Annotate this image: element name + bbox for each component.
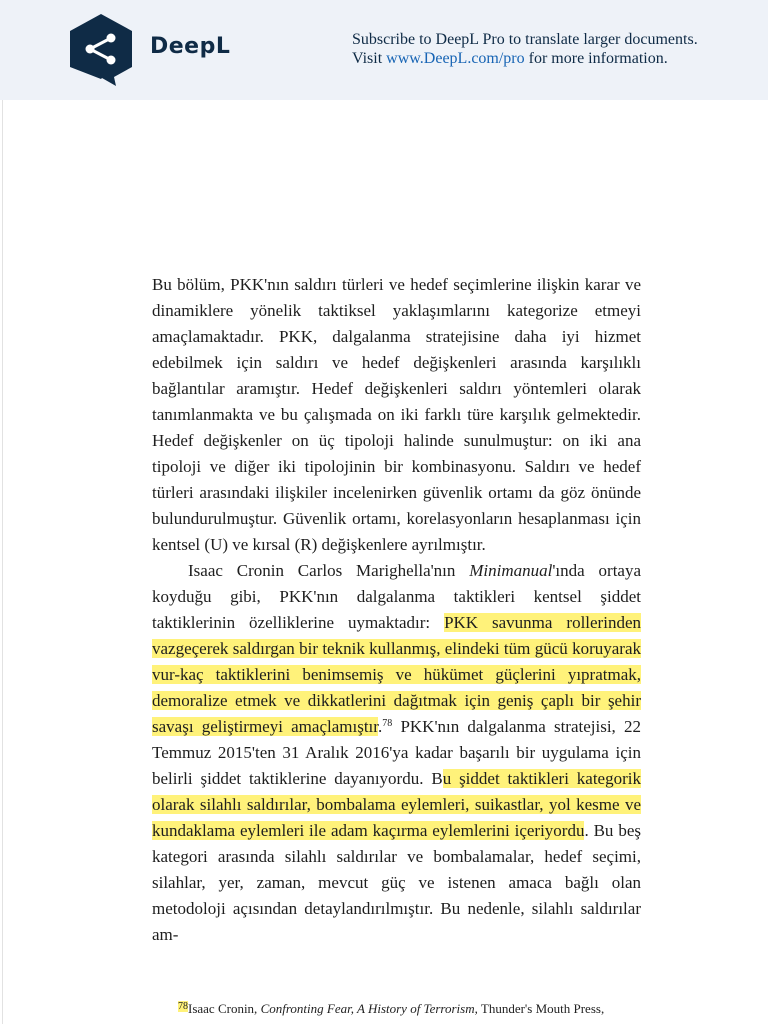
p2-text-d: PKK'nın dalgalanma stratejisi, 22 Temmuz 2015'ten 31 Aralık 2016'ya kadar başarılı bir uygulama için belirli şiddet taktiklerine dayanıyordu. B <box>152 717 641 788</box>
promo-visit: Visit <box>352 50 383 67</box>
p2-text-a: Isaac Cronin Carlos Marighella'nın <box>188 561 470 580</box>
promo-message <box>352 30 762 68</box>
deepl-pro-link[interactable]: www.DeepL.com/pro <box>386 50 525 67</box>
p2-italic-title: Minimanual <box>469 561 553 580</box>
footnote-publisher: Thunder's Mouth Press, <box>477 1001 605 1016</box>
highlight-2: u şiddet taktikleri kategorik olarak silahlı saldırılar, bombalama eylemleri, suikastlar, yol kesme ve kundaklama eylemleri ile adam kaçırma eylemlerini içeriyordu <box>152 769 641 840</box>
footnote-title: Confronting Fear, A History of Terrorism, <box>260 1001 478 1016</box>
footnote-author: Isaac Cronin, <box>188 1001 261 1016</box>
p2-text-e: . Bu beş kategori arasında silahlı saldırılar ve bombalamalar, hedef seçimi, silahlar, yer, zaman, mevcut güç ve istenen amaca bağlı olan metodoloji açısından detaylandırılmıştır. Bu nedenle, silahlı saldırılar am- <box>152 821 641 944</box>
footnote-ref-78[interactable]: 78 <box>382 718 393 729</box>
promo-line-1: Subscribe to DeepL Pro to translate larger documents. <box>352 31 698 48</box>
p2-text-b: 'ında ortaya koyduğu gibi, PKK'nın dalgalanma taktikleri kentsel şiddet taktiklerinin özelliklerine uymaktadır: <box>152 561 642 632</box>
deepl-logo[interactable] <box>66 12 236 88</box>
document-body <box>152 272 641 948</box>
p2-text-c: . <box>378 717 383 736</box>
paragraph-1: Bu bölüm, PKK'nın saldırı türleri ve hedef seçimlerine ilişkin karar ve dinamiklere yönelik taktiksel yaklaşımlarını kategorize etmeyi amaçlamaktadır. PKK, dalgalanma stratejisine daha iyi hizmet edebilmek için saldırı ve hedef değişkenleri arasında karşılıklı bağlantılar aramıştır. Hedef değişkenleri saldırı yöntemleri olarak tanımlanmakta ve bu çalışmada on iki farklı türe karşılık gelmektedir. Hedef değişkenler on üç tipoloji halinde sunulmuştur: on iki ana tipoloji ve diğer iki tipolojinin bir kombinasyonu. Saldırı ve hedef türleri arasındaki ilişkiler incelenirken güvenlik ortamı da göz önünde bulundurulmuştur. Güvenlik ortamı, korelasyonların hesaplanması için kentsel (U) ve kırsal (R) değişkenlere ayrılmıştır. <box>152 275 641 554</box>
deepl-banner <box>0 0 768 100</box>
footnote-number: 78 <box>178 1001 188 1012</box>
promo-line-2 <box>352 49 762 68</box>
footnote <box>178 998 658 1018</box>
deepl-logo-icon <box>66 12 136 88</box>
paragraph-2 <box>152 558 641 948</box>
logo-wordmark: DeepL <box>150 34 231 59</box>
highlight-1: PKK savunma rollerinden vazgeçerek saldırgan bir teknik kullanmış, elindeki tüm gücü koruyarak vur-kaç taktiklerini benimsemiş ve hükümet güçlerini yıpratmak, demoralize etmek ve dikkatlerini dağıtmak için geniş çaplı bir şehir savaşı geliştirmeyi amaçlamıştır <box>152 613 641 736</box>
promo-tail: for more information. <box>528 50 668 67</box>
